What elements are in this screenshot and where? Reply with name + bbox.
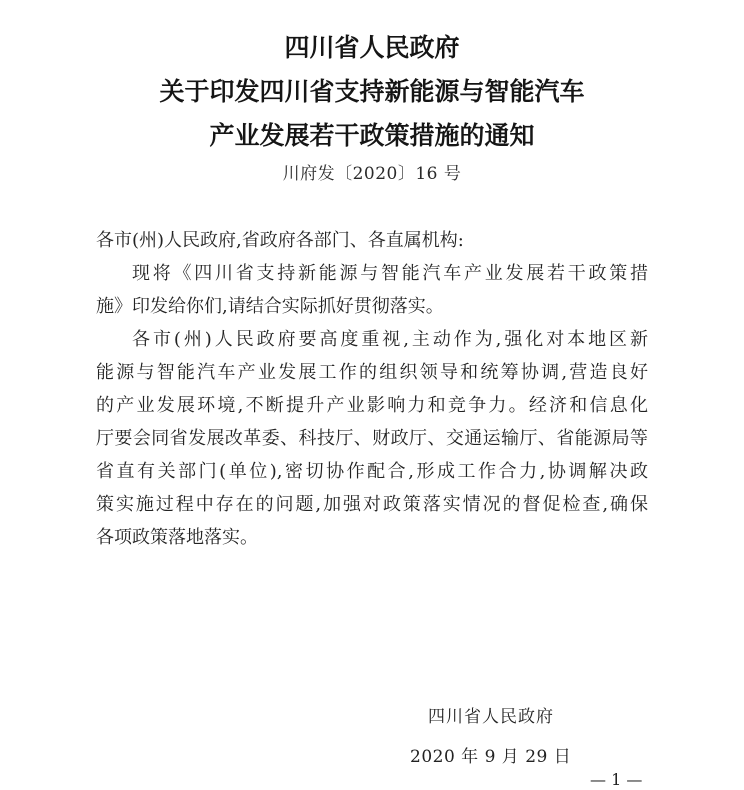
- paragraph-2-line: 能源与智能汽车产业发展工作的组织领导和统筹协调,营造良好: [96, 362, 648, 383]
- paragraph-1-line: 施》印发给你们,请结合实际抓好贯彻落实。: [96, 296, 444, 317]
- signature-organization: 四川省人民政府: [428, 707, 554, 727]
- paragraph-2-line: 各项政策落地落实。: [96, 527, 258, 548]
- paragraph-2-line: 省直有关部门(单位),密切协作配合,形成工作合力,协调解决政: [96, 461, 648, 482]
- paragraph-1-line: 现将《四川省支持新能源与智能汽车产业发展若干政策措: [132, 263, 648, 284]
- paragraph-2-line: 各市(州)人民政府要高度重视,主动作为,强化对本地区新: [132, 329, 648, 350]
- title-line-2: 关于印发四川省支持新能源与智能汽车: [159, 77, 585, 106]
- signature-date: 2020 年 9 月 29 日: [410, 747, 572, 767]
- salutation: 各市(州)人民政府,省政府各部门、各直属机构:: [96, 230, 464, 251]
- paragraph-2-line: 策实施过程中存在的问题,加强对政策落实情况的督促检查,确保: [96, 494, 648, 515]
- paragraph-2-line: 厅要会同省发展改革委、科技厅、财政厅、交通运输厅、省能源局等: [96, 428, 648, 449]
- document-number: 川府发〔2020〕16 号: [282, 164, 462, 184]
- paragraph-2-line: 的产业发展环境,不断提升产业影响力和竞争力。经济和信息化: [96, 395, 648, 416]
- title-line-1: 四川省人民政府: [284, 33, 460, 62]
- page-number: — 1 —: [590, 770, 643, 789]
- title-line-3: 产业发展若干政策措施的通知: [209, 121, 535, 150]
